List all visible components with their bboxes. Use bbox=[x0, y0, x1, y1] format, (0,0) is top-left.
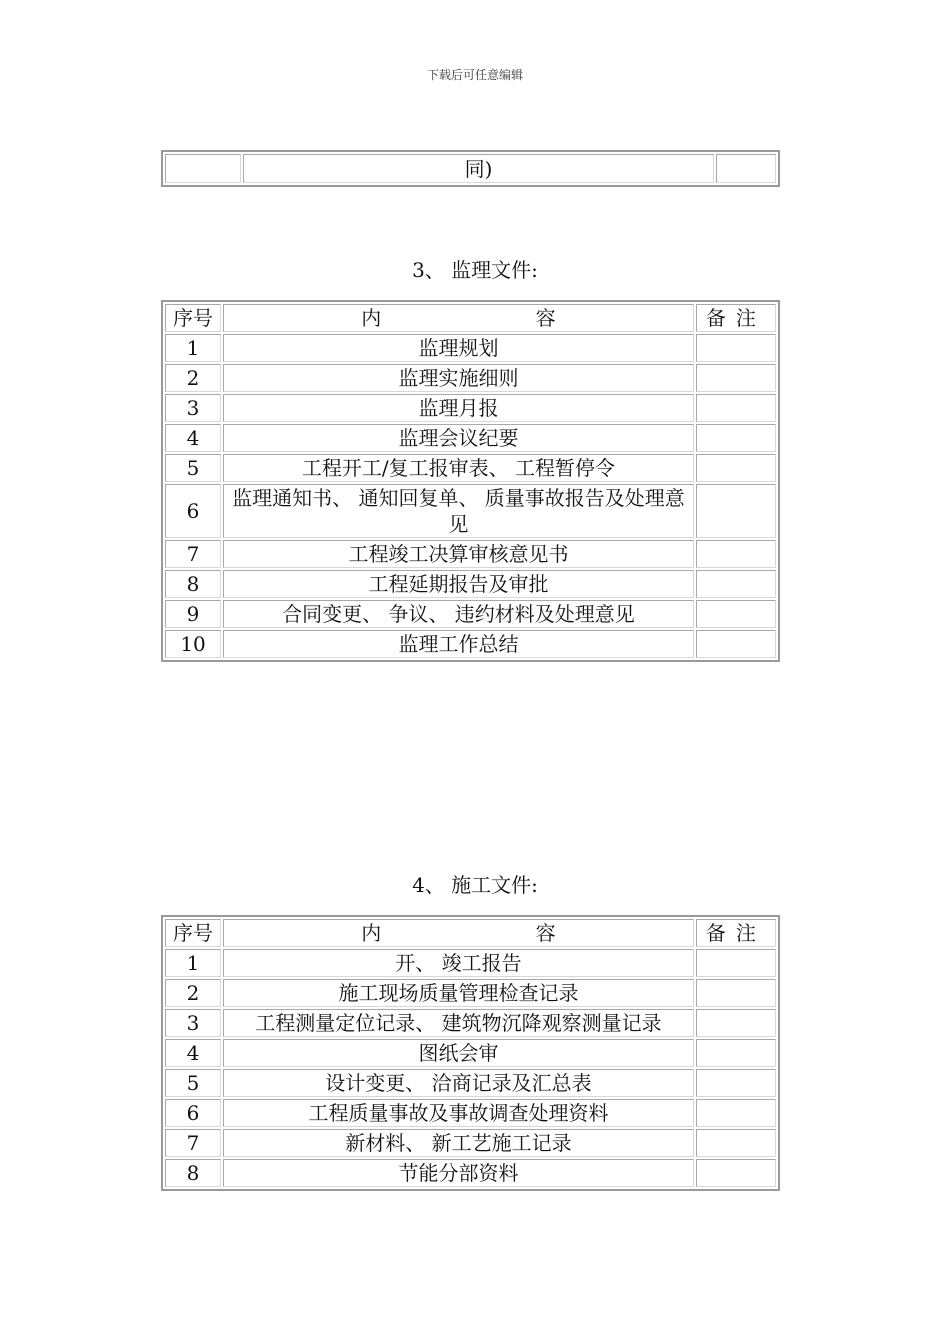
cell-no: 5 bbox=[165, 454, 221, 482]
header-content-left: 内 bbox=[361, 921, 382, 945]
cell-no: 10 bbox=[165, 630, 221, 658]
cell-remark bbox=[716, 154, 776, 183]
continued-table bbox=[161, 150, 780, 187]
header-note: 下载后可任意编辑 bbox=[426, 68, 523, 82]
table-row bbox=[165, 484, 776, 538]
table-row bbox=[165, 949, 776, 977]
cell-content: 开、 竣工报告 bbox=[223, 949, 694, 977]
cell-content: 工程测量定位记录、 建筑物沉降观察测量记录 bbox=[223, 1009, 694, 1037]
cell-content: 工程开工/复工报审表、 工程暂停令 bbox=[223, 454, 694, 482]
section3-title: 3、 监理文件: bbox=[412, 258, 538, 282]
table-row bbox=[165, 540, 776, 568]
cell-content: 同) bbox=[243, 154, 714, 183]
table-row bbox=[165, 1129, 776, 1157]
cell-content: 图纸会审 bbox=[223, 1039, 694, 1067]
cell-content: 监理实施细则 bbox=[223, 364, 694, 392]
cell-no: 8 bbox=[165, 570, 221, 598]
cell-remark bbox=[696, 1159, 776, 1187]
header-content bbox=[223, 919, 694, 947]
table-row bbox=[165, 364, 776, 392]
cell-content: 节能分部资料 bbox=[223, 1159, 694, 1187]
header-content-right: 容 bbox=[535, 921, 556, 945]
table-row bbox=[165, 454, 776, 482]
cell-no: 9 bbox=[165, 600, 221, 628]
cell-remark bbox=[696, 454, 776, 482]
cell-no: 3 bbox=[165, 1009, 221, 1037]
table-row bbox=[165, 630, 776, 658]
supervision-documents-table bbox=[161, 300, 780, 662]
cell-content: 监理月报 bbox=[223, 394, 694, 422]
cell-content: 工程质量事故及事故调查处理资料 bbox=[223, 1099, 694, 1127]
cell-content: 合同变更、 争议、 违约材料及处理意见 bbox=[223, 600, 694, 628]
cell-content: 监理工作总结 bbox=[223, 630, 694, 658]
cell-remark bbox=[696, 1129, 776, 1157]
header-content-right: 容 bbox=[535, 306, 556, 330]
table-row bbox=[165, 424, 776, 452]
header-content bbox=[223, 304, 694, 332]
table-row bbox=[165, 1039, 776, 1067]
cell-remark bbox=[696, 1099, 776, 1127]
cell-remark bbox=[696, 979, 776, 1007]
table-header-row bbox=[165, 919, 776, 947]
cell-no: 2 bbox=[165, 364, 221, 392]
cell-no: 1 bbox=[165, 949, 221, 977]
table-row bbox=[165, 600, 776, 628]
table-row bbox=[165, 334, 776, 362]
table-row bbox=[165, 570, 776, 598]
table-row bbox=[165, 394, 776, 422]
cell-remark bbox=[696, 334, 776, 362]
cell-remark bbox=[696, 1009, 776, 1037]
cell-content: 新材料、 新工艺施工记录 bbox=[223, 1129, 694, 1157]
cell-no: 8 bbox=[165, 1159, 221, 1187]
cell-no: 1 bbox=[165, 334, 221, 362]
table-row bbox=[165, 1009, 776, 1037]
table-row bbox=[165, 1069, 776, 1097]
cell-content: 监理通知书、 通知回复单、 质量事故报告及处理意见 bbox=[223, 484, 694, 538]
cell-remark bbox=[696, 364, 776, 392]
table-row bbox=[165, 1099, 776, 1127]
cell-no: 4 bbox=[165, 1039, 221, 1067]
cell-content: 设计变更、 洽商记录及汇总表 bbox=[223, 1069, 694, 1097]
cell-remark bbox=[696, 484, 776, 538]
table-row bbox=[165, 1159, 776, 1187]
cell-no: 6 bbox=[165, 1099, 221, 1127]
header-no: 序号 bbox=[165, 919, 221, 947]
cell-remark bbox=[696, 1069, 776, 1097]
cell-remark bbox=[696, 630, 776, 658]
cell-no: 3 bbox=[165, 394, 221, 422]
cell-remark bbox=[696, 949, 776, 977]
header-content-left: 内 bbox=[361, 306, 382, 330]
cell-content: 工程延期报告及审批 bbox=[223, 570, 694, 598]
cell-content: 工程竣工决算审核意见书 bbox=[223, 540, 694, 568]
cell-remark bbox=[696, 424, 776, 452]
cell-remark bbox=[696, 600, 776, 628]
header-remark: 备注 bbox=[696, 304, 776, 332]
cell-no: 4 bbox=[165, 424, 221, 452]
cell-content: 监理规划 bbox=[223, 334, 694, 362]
header-remark: 备注 bbox=[696, 919, 776, 947]
cell-no bbox=[165, 154, 241, 183]
cell-remark bbox=[696, 1039, 776, 1067]
header-no: 序号 bbox=[165, 304, 221, 332]
cell-no: 7 bbox=[165, 1129, 221, 1157]
table-row bbox=[165, 154, 776, 183]
table-row bbox=[165, 979, 776, 1007]
cell-remark bbox=[696, 570, 776, 598]
cell-content: 施工现场质量管理检查记录 bbox=[223, 979, 694, 1007]
cell-remark bbox=[696, 394, 776, 422]
cell-no: 7 bbox=[165, 540, 221, 568]
table-header-row bbox=[165, 304, 776, 332]
cell-no: 6 bbox=[165, 484, 221, 538]
cell-content: 监理会议纪要 bbox=[223, 424, 694, 452]
cell-no: 5 bbox=[165, 1069, 221, 1097]
section4-title: 4、 施工文件: bbox=[412, 873, 538, 897]
cell-no: 2 bbox=[165, 979, 221, 1007]
cell-remark bbox=[696, 540, 776, 568]
construction-documents-table bbox=[161, 915, 780, 1191]
